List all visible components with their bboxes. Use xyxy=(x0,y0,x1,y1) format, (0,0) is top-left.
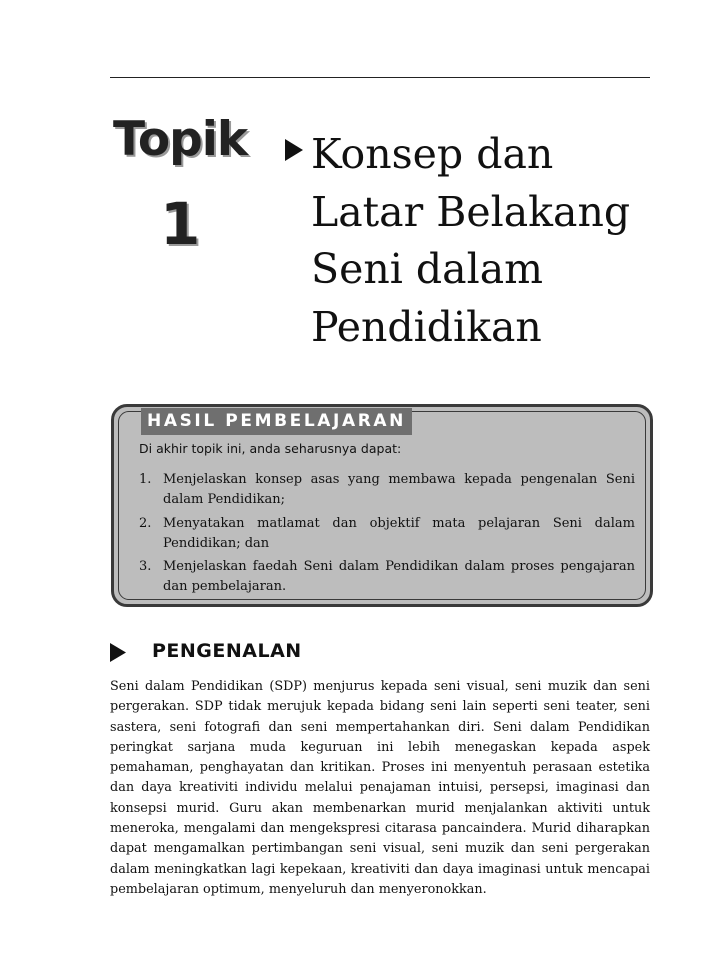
section-arrow-icon xyxy=(110,643,126,662)
learning-outcome-text: Menjelaskan konsep asas yang membawa kepada pengenalan Seni dalam Pendidikan; xyxy=(163,472,635,507)
intro-paragraph: Seni dalam Pendidikan (SDP) menjurus kepada seni visual, seni muzik dan seni pergerakan. SDP tidak merujuk kepada bidang seni lain seperti seni teater, seni sastera, seni fotografi dan seni mempertahankan diri. Seni dalam Pendidikan peringkat sarjana muda keguruan ini lebih menegaskan kepada aspek pemahaman, penghayatan dan kritikan. Proses ini menyentuh perasaan estetika dan daya kreativiti individu melalui penajaman intuisi, persepsi, imaginasi dan konsepsi murid. Guru akan membenarkan murid menjalankan aktiviti untuk meneroka, mengalami dan mengekspresi citarasa pancaindera. Murid diharapkan dapat mengamalkan pertimbangan seni visual, seni muzik dan seni pergerakan dalam meningkatkan lagi kepekaan, kreativiti dan daya imaginasi untuk mencapai pembelajaran optimum, menyeluruh dan menyeronokkan. xyxy=(110,679,650,897)
section-heading: PENGENALAN xyxy=(152,640,302,662)
learning-outcome-item xyxy=(139,514,635,554)
learning-outcome-item xyxy=(139,470,635,510)
chapter-title-line: Latar Belakang xyxy=(311,187,631,236)
chapter-title-line: Konsep dan xyxy=(311,130,554,178)
learning-outcomes-intro: Di akhir topik ini, anda seharusnya dapat: xyxy=(139,441,402,456)
learning-outcome-text: Menjelaskan faedah Seni dalam Pendidikan dalam proses pengajaran dan pembelajaran. xyxy=(163,559,635,594)
learning-outcomes-heading: HASIL PEMBELAJARAN xyxy=(141,408,412,435)
learning-outcome-number: 3. xyxy=(139,559,152,574)
learning-outcome-text: Menyatakan matlamat dan objektif mata pelajaran Seni dalam Pendidikan; dan xyxy=(163,516,635,551)
learning-outcome-number: 1. xyxy=(139,472,152,487)
top-rule xyxy=(110,77,650,78)
title-arrow-icon xyxy=(285,139,303,161)
chapter-title-line: Pendidikan xyxy=(311,302,542,351)
learning-outcome-item xyxy=(139,557,635,597)
topic-number: 1 xyxy=(160,190,201,258)
topic-label: Topik xyxy=(113,112,248,167)
learning-outcome-number: 2. xyxy=(139,516,152,531)
chapter-title-line: Seni dalam xyxy=(311,245,544,293)
chapter-title xyxy=(311,126,671,356)
